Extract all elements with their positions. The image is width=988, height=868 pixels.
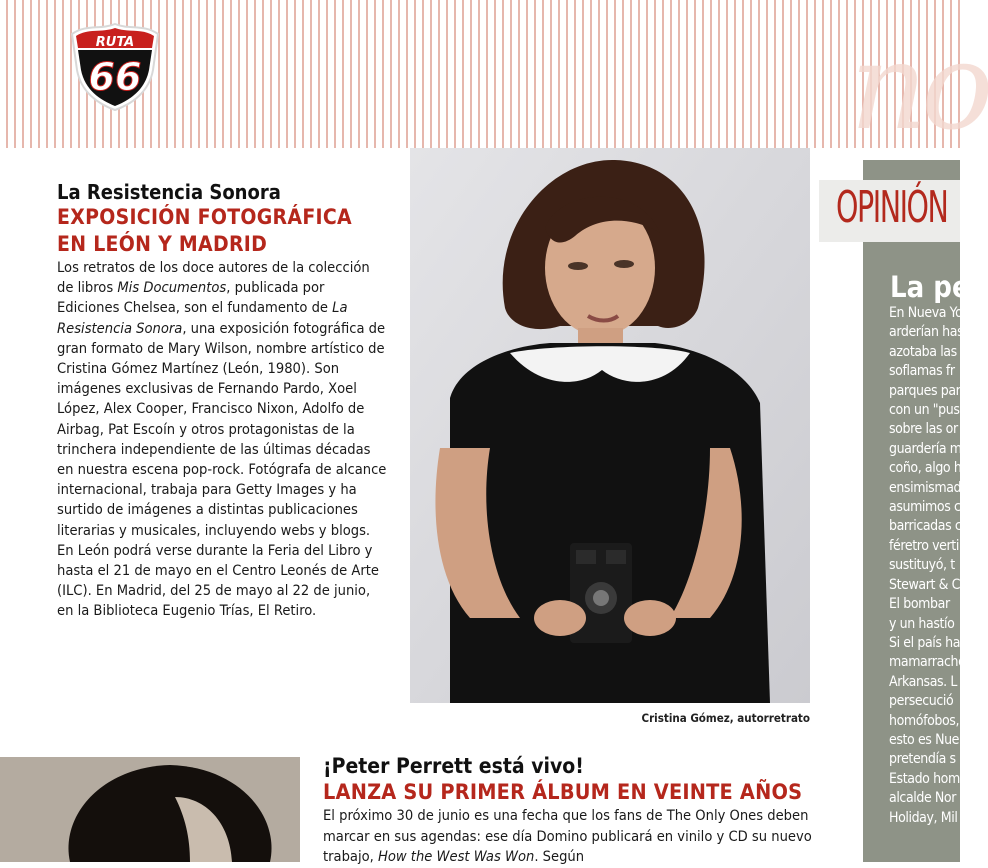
article2-text-run: El próximo 30 de junio es una fecha que los fans de The Only Ones deben marcar en sus agendas: ese día Domino publicará en vinilo y CD su nuevo trabajo, <box>323 807 812 865</box>
article-kicker: La Resistencia Sonora <box>57 180 281 204</box>
opinion-line: Holiday, Mil <box>889 809 958 826</box>
opinion-line: sobre las or <box>889 421 958 438</box>
opinion-line: azotaba las <box>889 343 957 360</box>
article1-text-run: , una exposición fotográfica de gran formato de Mary Wilson, nombre artístico de Cristina Gómez Martínez (León, 1980). Son imágenes exclusivas de Fernando Pardo, Xoel López, Alex Cooper, Francisco Nixon, Adolfo de Airbag, Pat Escoín y otros protagonistas de la trinchera independiente de las últimas décadas en nuestra escena pop-rock. Fotógrafa de alcance internacional, trabaja para Getty Images y ha surtido de imágenes a distintas publicaciones literarias y musicales, incluyendo webs y blogs. En León podrá verse durante la Feria del Libro y hasta el 21 de mayo en el Centro Leonés de Arte (ILC). En Madrid, del 25 de mayo al 22 de junio, en la Biblioteca Eugenio Trías, El Retiro. <box>57 319 387 620</box>
article2-body <box>323 806 813 868</box>
opinion-headline: La pe <box>890 270 970 304</box>
opinion-line: barricadas c <box>889 518 962 535</box>
article-body-text <box>57 258 387 622</box>
article2-kicker: ¡Peter Perrett está vivo! <box>323 754 584 778</box>
opinion-line: esto es Nue <box>889 731 960 748</box>
opinion-line: arderían has <box>889 324 964 341</box>
opinion-body <box>889 304 969 828</box>
opinion-line: En Nueva Yo <box>889 305 963 321</box>
opinion-line: pretendía s <box>889 751 956 768</box>
opinion-line: soflamas fr <box>889 363 955 380</box>
opinion-line: Estado hom <box>889 770 960 787</box>
header-watermark: no <box>850 18 988 157</box>
article-headline <box>57 204 387 258</box>
opinion-line: homófobos, <box>889 712 960 729</box>
opinion-line: Stewart & C <box>889 576 961 593</box>
ruta66-logo[interactable] <box>66 20 164 112</box>
opinion-line: con un "pus <box>889 402 960 419</box>
article-peter-perrett <box>323 752 813 868</box>
opinion-line: ensimismad <box>889 479 962 496</box>
opinion-section-title: OPINIÓN <box>836 182 948 233</box>
opinion-line: Arkansas. L <box>889 673 957 690</box>
peter-perrett-photo <box>0 757 300 862</box>
opinion-line: coño, algo h <box>889 460 962 477</box>
opinion-line: El bombar <box>889 596 950 613</box>
opinion-line: féretro verti <box>889 537 959 554</box>
photo-caption: Cristina Gómez, autorretrato <box>641 711 810 725</box>
opinion-line: Si el país ha <box>889 634 961 651</box>
opinion-line: y un hastío <box>889 615 955 632</box>
article1-text-run: , publicada por Ediciones Chelsea, son el fundamento de <box>57 279 333 317</box>
article-exposicion <box>57 180 387 622</box>
article1-italic-run: Mis Documentos <box>117 279 227 297</box>
article2-text-run: . Según <box>534 848 585 865</box>
headline-line: EXPOSICIÓN FOTOGRÁFICA <box>57 205 352 229</box>
opinion-line: parques par <box>889 382 961 399</box>
article2-headline: LANZA SU PRIMER ÁLBUM EN VEINTE AÑOS <box>323 780 803 805</box>
article1-text-run: Los retratos de los doce autores de la colección de libros <box>57 259 370 297</box>
opinion-line: persecució <box>889 693 954 710</box>
article2-italic-run: How the West Was Won <box>377 848 535 865</box>
headline-line: EN LEÓN Y MADRID <box>57 232 268 256</box>
article2-body-text <box>323 806 813 868</box>
opinion-line: sustituyó, t <box>889 557 955 574</box>
opinion-line: asumimos c <box>889 499 961 516</box>
article-body <box>57 258 387 622</box>
opinion-line: mamarracho <box>889 654 966 671</box>
opinion-line: alcalde Nor <box>889 790 957 807</box>
logo-number: 66 <box>88 55 142 99</box>
logo-top-text: RUTA <box>95 35 135 50</box>
portrait-photo <box>410 148 810 703</box>
article1-italic-run: La Resistencia Sonora <box>57 299 348 337</box>
opinion-line: guardería m <box>889 440 962 457</box>
